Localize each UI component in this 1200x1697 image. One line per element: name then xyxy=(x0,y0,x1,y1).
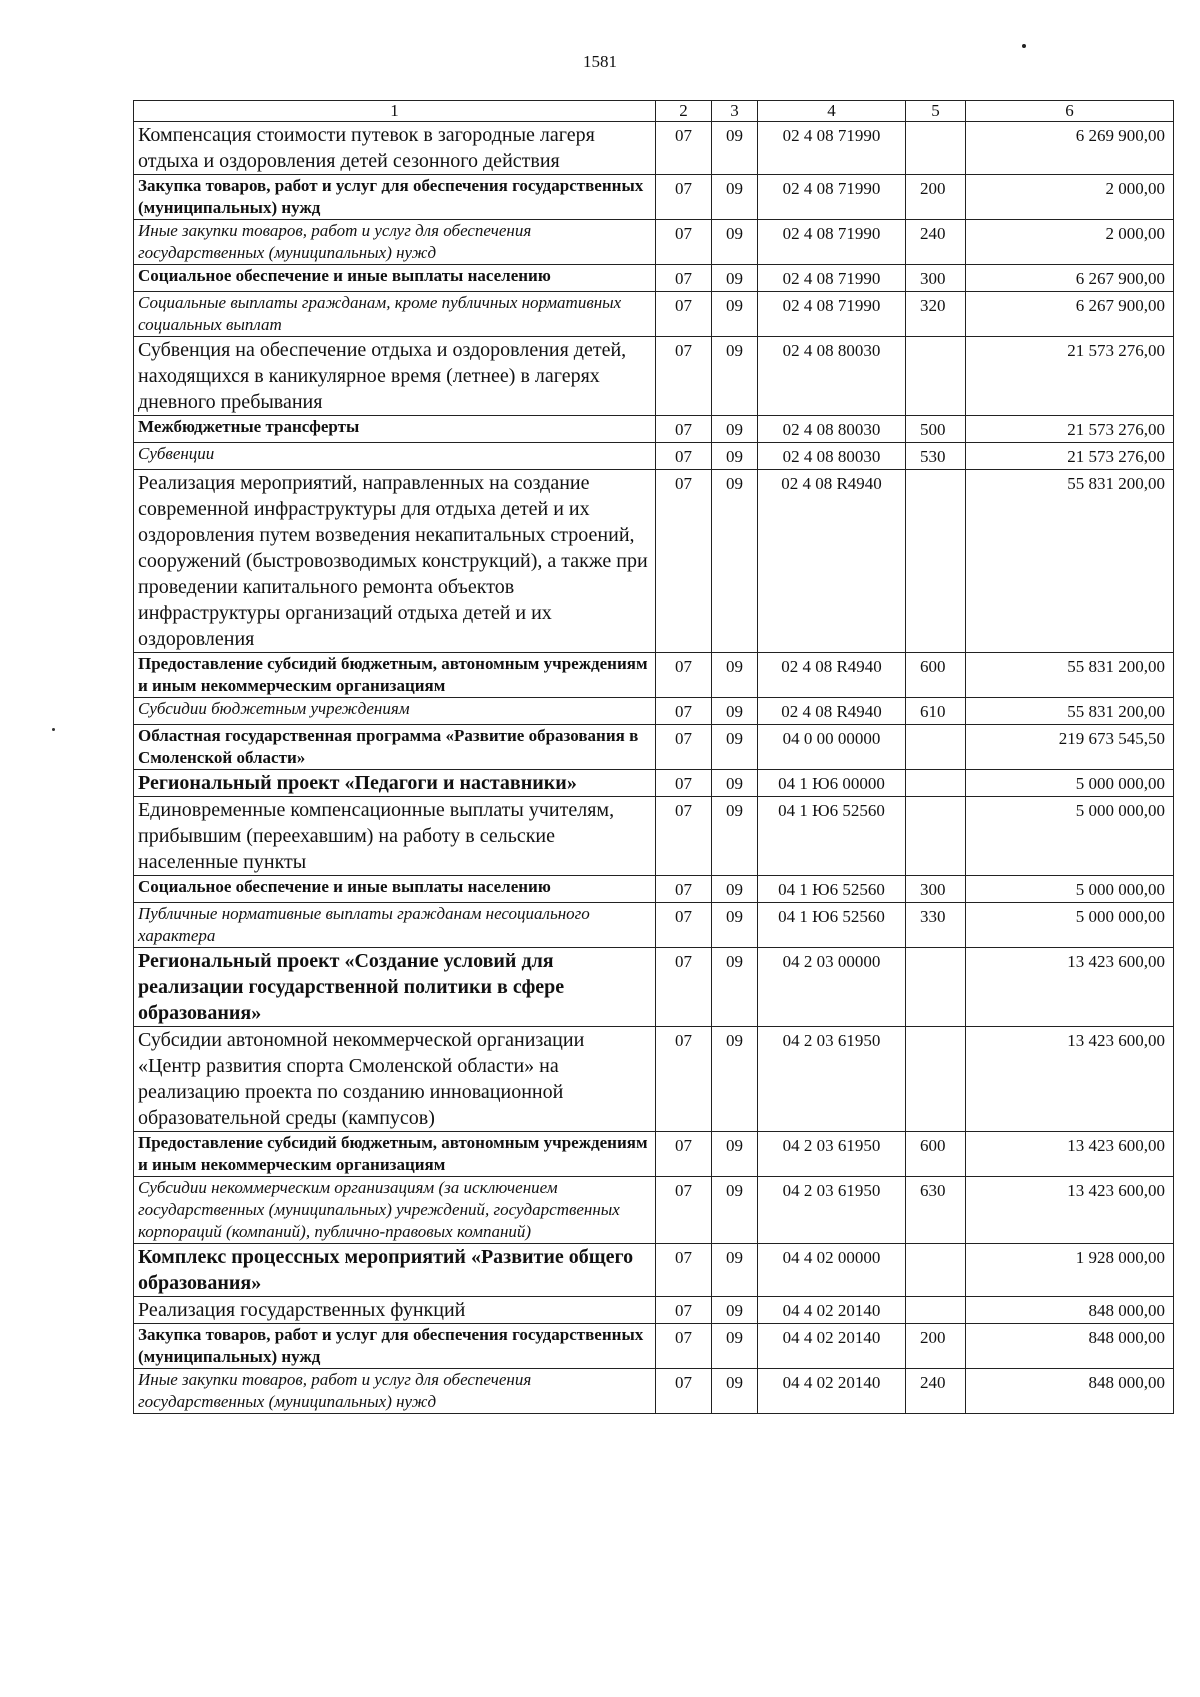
row-amount: 6 267 900,00 xyxy=(966,265,1174,292)
row-name: Иные закупки товаров, работ и услуг для обеспечения государственных (муниципальных) нужд xyxy=(134,1369,656,1414)
row-section: 07 xyxy=(656,1177,712,1244)
row-subsection: 09 xyxy=(712,797,758,876)
row-name: Региональный проект «Педагоги и наставники» xyxy=(134,770,656,797)
row-name: Предоставление субсидий бюджетным, автономным учреждениям и иным некоммерческим организациям xyxy=(134,653,656,698)
row-section: 07 xyxy=(656,220,712,265)
row-target-article: 02 4 08 71990 xyxy=(758,175,906,220)
row-name: Субсидии бюджетным учреждениям xyxy=(134,698,656,725)
row-amount: 5 000 000,00 xyxy=(966,770,1174,797)
row-section: 07 xyxy=(656,797,712,876)
row-name: Компенсация стоимости путевок в загородные лагеря отдыха и оздоровления детей сезонного действия xyxy=(134,122,656,175)
table-row xyxy=(134,1132,1174,1177)
row-amount: 5 000 000,00 xyxy=(966,797,1174,876)
row-name: Региональный проект «Создание условий для реализации государственной политики в сфере образования» xyxy=(134,948,656,1027)
row-expense-type xyxy=(906,1027,966,1132)
row-name: Субвенция на обеспечение отдыха и оздоровления детей, находящихся в каникулярное время (летнее) в лагерях дневного пребывания xyxy=(134,337,656,416)
row-subsection: 09 xyxy=(712,1132,758,1177)
row-name: Социальное обеспечение и иные выплаты населению xyxy=(134,265,656,292)
row-target-article: 02 4 08 R4940 xyxy=(758,653,906,698)
row-expense-type xyxy=(906,1244,966,1297)
row-section: 07 xyxy=(656,1132,712,1177)
row-subsection: 09 xyxy=(712,416,758,443)
row-subsection: 09 xyxy=(712,337,758,416)
row-section: 07 xyxy=(656,337,712,416)
row-amount: 6 269 900,00 xyxy=(966,122,1174,175)
table-row xyxy=(134,337,1174,416)
row-target-article: 04 4 02 20140 xyxy=(758,1324,906,1369)
row-subsection: 09 xyxy=(712,948,758,1027)
row-target-article: 04 1 Ю6 00000 xyxy=(758,770,906,797)
row-amount: 13 423 600,00 xyxy=(966,1027,1174,1132)
row-expense-type xyxy=(906,122,966,175)
row-section: 07 xyxy=(656,1244,712,1297)
row-section: 07 xyxy=(656,122,712,175)
row-expense-type xyxy=(906,948,966,1027)
row-expense-type: 330 xyxy=(906,903,966,948)
row-subsection: 09 xyxy=(712,1027,758,1132)
row-subsection: 09 xyxy=(712,292,758,337)
header-cell-6: 6 xyxy=(966,101,1174,122)
row-target-article: 02 4 08 71990 xyxy=(758,122,906,175)
table-row xyxy=(134,470,1174,653)
budget-table-body xyxy=(134,101,1174,1414)
table-row xyxy=(134,948,1174,1027)
row-section: 07 xyxy=(656,1369,712,1414)
scan-speck xyxy=(1022,44,1026,48)
row-name: Областная государственная программа «Развитие образования в Смоленской области» xyxy=(134,725,656,770)
row-target-article: 04 1 Ю6 52560 xyxy=(758,797,906,876)
row-section: 07 xyxy=(656,175,712,220)
table-row xyxy=(134,797,1174,876)
row-section: 07 xyxy=(656,1027,712,1132)
row-target-article: 02 4 08 71990 xyxy=(758,220,906,265)
row-expense-type: 500 xyxy=(906,416,966,443)
row-subsection: 09 xyxy=(712,653,758,698)
table-row xyxy=(134,1177,1174,1244)
row-target-article: 02 4 08 R4940 xyxy=(758,470,906,653)
row-section: 07 xyxy=(656,443,712,470)
row-subsection: 09 xyxy=(712,443,758,470)
scan-speck xyxy=(52,728,55,731)
row-subsection: 09 xyxy=(712,1324,758,1369)
row-target-article: 04 4 02 20140 xyxy=(758,1369,906,1414)
row-expense-type: 630 xyxy=(906,1177,966,1244)
row-target-article: 04 2 03 61950 xyxy=(758,1132,906,1177)
row-target-article: 04 0 00 00000 xyxy=(758,725,906,770)
row-section: 07 xyxy=(656,1297,712,1324)
row-target-article: 04 2 03 00000 xyxy=(758,948,906,1027)
row-subsection: 09 xyxy=(712,1244,758,1297)
row-section: 07 xyxy=(656,1324,712,1369)
row-amount: 21 573 276,00 xyxy=(966,337,1174,416)
row-expense-type: 610 xyxy=(906,698,966,725)
row-section: 07 xyxy=(656,292,712,337)
table-row xyxy=(134,1297,1174,1324)
row-expense-type xyxy=(906,770,966,797)
row-name: Субвенции xyxy=(134,443,656,470)
table-row xyxy=(134,265,1174,292)
row-target-article: 04 4 02 00000 xyxy=(758,1244,906,1297)
table-row xyxy=(134,770,1174,797)
row-section: 07 xyxy=(656,698,712,725)
table-row xyxy=(134,1369,1174,1414)
row-name: Социальное обеспечение и иные выплаты населению xyxy=(134,876,656,903)
row-target-article: 02 4 08 80030 xyxy=(758,337,906,416)
row-amount: 2 000,00 xyxy=(966,220,1174,265)
table-header-row xyxy=(134,101,1174,122)
header-cell-3: 3 xyxy=(712,101,758,122)
header-cell-2: 2 xyxy=(656,101,712,122)
row-subsection: 09 xyxy=(712,1297,758,1324)
row-subsection: 09 xyxy=(712,470,758,653)
row-expense-type: 300 xyxy=(906,265,966,292)
header-cell-1: 1 xyxy=(134,101,656,122)
table-row xyxy=(134,876,1174,903)
row-name: Субсидии автономной некоммерческой организации «Центр развития спорта Смоленской области» на реализацию проекта по созданию инновационной образовательной среды (кампусов) xyxy=(134,1027,656,1132)
row-name: Иные закупки товаров, работ и услуг для обеспечения государственных (муниципальных) нужд xyxy=(134,220,656,265)
row-amount: 219 673 545,50 xyxy=(966,725,1174,770)
row-target-article: 02 4 08 R4940 xyxy=(758,698,906,725)
table-row xyxy=(134,698,1174,725)
row-name: Публичные нормативные выплаты гражданам несоциального характера xyxy=(134,903,656,948)
row-target-article: 04 1 Ю6 52560 xyxy=(758,876,906,903)
row-section: 07 xyxy=(656,653,712,698)
page-number: 1581 xyxy=(583,52,617,71)
table-row xyxy=(134,292,1174,337)
row-amount: 55 831 200,00 xyxy=(966,470,1174,653)
row-expense-type xyxy=(906,1297,966,1324)
row-amount: 13 423 600,00 xyxy=(966,1177,1174,1244)
row-expense-type: 600 xyxy=(906,1132,966,1177)
row-section: 07 xyxy=(656,265,712,292)
row-name: Социальные выплаты гражданам, кроме публичных нормативных социальных выплат xyxy=(134,292,656,337)
row-target-article: 04 2 03 61950 xyxy=(758,1177,906,1244)
row-subsection: 09 xyxy=(712,122,758,175)
budget-table xyxy=(133,100,1174,1414)
row-name: Закупка товаров, работ и услуг для обеспечения государственных (муниципальных) нужд xyxy=(134,175,656,220)
row-amount: 55 831 200,00 xyxy=(966,653,1174,698)
row-section: 07 xyxy=(656,416,712,443)
row-name: Единовременные компенсационные выплаты учителям, прибывшим (переехавшим) на работу в сельские населенные пункты xyxy=(134,797,656,876)
row-subsection: 09 xyxy=(712,1369,758,1414)
row-amount: 21 573 276,00 xyxy=(966,416,1174,443)
row-amount: 5 000 000,00 xyxy=(966,876,1174,903)
row-section: 07 xyxy=(656,903,712,948)
row-subsection: 09 xyxy=(712,876,758,903)
row-expense-type xyxy=(906,337,966,416)
row-section: 07 xyxy=(656,470,712,653)
row-amount: 848 000,00 xyxy=(966,1324,1174,1369)
row-name: Комплекс процессных мероприятий «Развитие общего образования» xyxy=(134,1244,656,1297)
row-section: 07 xyxy=(656,725,712,770)
table-row xyxy=(134,1244,1174,1297)
row-expense-type: 200 xyxy=(906,175,966,220)
row-expense-type xyxy=(906,470,966,653)
row-subsection: 09 xyxy=(712,220,758,265)
row-target-article: 04 4 02 20140 xyxy=(758,1297,906,1324)
row-expense-type xyxy=(906,725,966,770)
row-amount: 848 000,00 xyxy=(966,1369,1174,1414)
header-cell-4: 4 xyxy=(758,101,906,122)
row-subsection: 09 xyxy=(712,1177,758,1244)
row-section: 07 xyxy=(656,770,712,797)
row-target-article: 02 4 08 80030 xyxy=(758,443,906,470)
row-amount: 2 000,00 xyxy=(966,175,1174,220)
table-row xyxy=(134,653,1174,698)
table-row xyxy=(134,122,1174,175)
row-expense-type: 240 xyxy=(906,220,966,265)
table-row xyxy=(134,903,1174,948)
table-row xyxy=(134,443,1174,470)
row-amount: 1 928 000,00 xyxy=(966,1244,1174,1297)
table-row xyxy=(134,725,1174,770)
row-target-article: 02 4 08 80030 xyxy=(758,416,906,443)
row-subsection: 09 xyxy=(712,698,758,725)
table-row xyxy=(134,175,1174,220)
row-amount: 848 000,00 xyxy=(966,1297,1174,1324)
row-name: Закупка товаров, работ и услуг для обеспечения государственных (муниципальных) нужд xyxy=(134,1324,656,1369)
row-subsection: 09 xyxy=(712,903,758,948)
header-cell-5: 5 xyxy=(906,101,966,122)
row-expense-type xyxy=(906,797,966,876)
row-subsection: 09 xyxy=(712,725,758,770)
row-amount: 13 423 600,00 xyxy=(966,948,1174,1027)
table-row xyxy=(134,416,1174,443)
table-row xyxy=(134,1324,1174,1369)
row-name: Предоставление субсидий бюджетным, автономным учреждениям и иным некоммерческим организациям xyxy=(134,1132,656,1177)
row-subsection: 09 xyxy=(712,265,758,292)
row-amount: 13 423 600,00 xyxy=(966,1132,1174,1177)
row-name: Реализация мероприятий, направленных на создание современной инфраструктуры для отдыха детей и их оздоровления путем возведения некапитальных строений, сооружений (быстровозводимых конструкций), а также при проведении капитального ремонта объектов инфраструктуры организаций отдыха детей и их оздоровления xyxy=(134,470,656,653)
row-expense-type: 600 xyxy=(906,653,966,698)
row-amount: 6 267 900,00 xyxy=(966,292,1174,337)
row-expense-type: 300 xyxy=(906,876,966,903)
row-amount: 5 000 000,00 xyxy=(966,903,1174,948)
row-target-article: 04 2 03 61950 xyxy=(758,1027,906,1132)
row-amount: 21 573 276,00 xyxy=(966,443,1174,470)
row-target-article: 02 4 08 71990 xyxy=(758,265,906,292)
row-name: Субсидии некоммерческим организациям (за исключением государственных (муниципальных) учреждений, государственных корпораций (компаний), публично-правовых компаний) xyxy=(134,1177,656,1244)
row-subsection: 09 xyxy=(712,770,758,797)
table-row xyxy=(134,1027,1174,1132)
row-subsection: 09 xyxy=(712,175,758,220)
row-target-article: 04 1 Ю6 52560 xyxy=(758,903,906,948)
row-name: Межбюджетные трансферты xyxy=(134,416,656,443)
row-expense-type: 530 xyxy=(906,443,966,470)
row-expense-type: 320 xyxy=(906,292,966,337)
row-expense-type: 200 xyxy=(906,1324,966,1369)
row-name: Реализация государственных функций xyxy=(134,1297,656,1324)
table-row xyxy=(134,220,1174,265)
row-expense-type: 240 xyxy=(906,1369,966,1414)
row-section: 07 xyxy=(656,876,712,903)
row-section: 07 xyxy=(656,948,712,1027)
row-target-article: 02 4 08 71990 xyxy=(758,292,906,337)
row-amount: 55 831 200,00 xyxy=(966,698,1174,725)
